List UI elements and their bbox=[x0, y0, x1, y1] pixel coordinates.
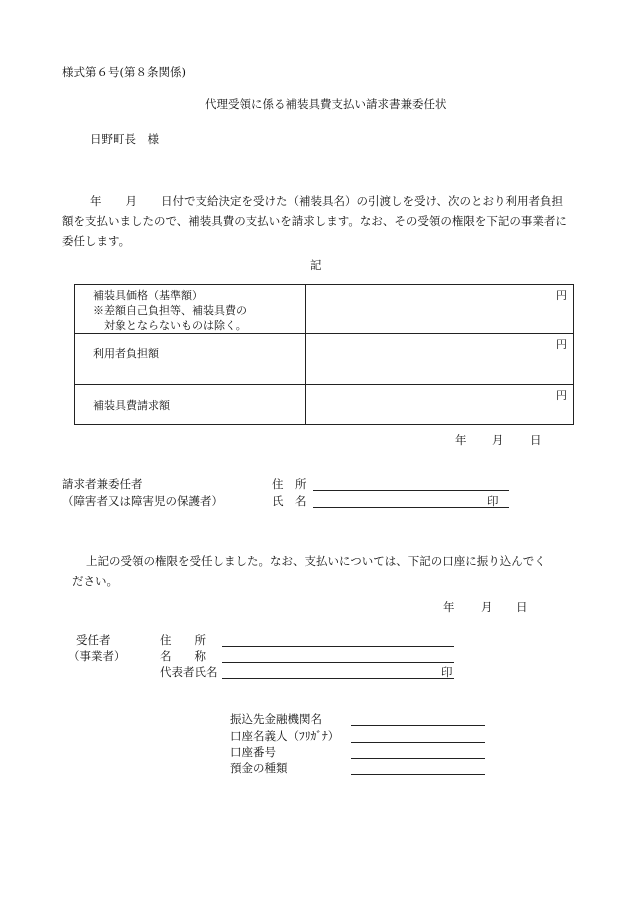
form-number: 様式第６号(第８条関係) bbox=[62, 65, 186, 79]
account-holder-field[interactable] bbox=[351, 728, 485, 743]
table-row bbox=[75, 385, 574, 425]
table-label-line: 利用者負担額 bbox=[93, 347, 159, 360]
intro-month: 月 bbox=[125, 194, 137, 208]
claimant-name-field[interactable] bbox=[313, 493, 509, 508]
bank-field-label: 口座名義人（ﾌﾘｶﾞﾅ） bbox=[230, 729, 340, 743]
bank-name-field[interactable] bbox=[351, 711, 485, 726]
table-label-cell bbox=[75, 385, 306, 425]
claimant-name-label: 氏 名 bbox=[272, 494, 307, 508]
table-row bbox=[75, 285, 574, 334]
table-label-line: 補装具価格（基準額） bbox=[93, 289, 203, 302]
acceptance-text: 上記の受領の権限を受任しました。なお、支払いについては、下記の口座に振り込んでください。 bbox=[72, 554, 546, 588]
table-label-line: ※差額自己負担等、補装具費の bbox=[93, 304, 247, 317]
table-value-cell[interactable] bbox=[306, 385, 574, 425]
agent-address-label: 住 所 bbox=[160, 633, 206, 647]
date-month: 月 bbox=[481, 600, 493, 614]
claimant-seal-mark: 印 bbox=[487, 494, 499, 508]
bank-field-label: 預金の種類 bbox=[230, 761, 288, 775]
agent-rep-label: 代表者氏名 bbox=[160, 665, 218, 679]
claimant-address-label: 住 所 bbox=[272, 477, 307, 491]
agent-name-field[interactable] bbox=[222, 648, 454, 663]
table-label-cell bbox=[75, 334, 306, 385]
agent-sublabel: （事業者） bbox=[68, 649, 126, 663]
agent-name-label: 名 称 bbox=[160, 649, 206, 663]
yen-unit: 円 bbox=[556, 338, 567, 351]
agent-address-field[interactable] bbox=[222, 632, 454, 647]
claimant-sublabel: （障害者又は障害児の保護者） bbox=[62, 494, 223, 508]
date-year: 年 bbox=[455, 433, 467, 447]
yen-unit: 円 bbox=[556, 289, 567, 302]
acceptance-paragraph bbox=[72, 551, 552, 591]
bank-field-label: 口座番号 bbox=[230, 745, 276, 759]
document-title: 代理受領に係る補装具費支払い請求書兼委任状 bbox=[205, 97, 447, 111]
table-label-line: 対象とならないものは除く。 bbox=[93, 319, 247, 332]
claimant-address-field[interactable] bbox=[313, 476, 509, 491]
table-row bbox=[75, 334, 574, 385]
intro-year: 年 bbox=[90, 194, 102, 208]
account-number-field[interactable] bbox=[351, 744, 485, 759]
agent-label: 受任者 bbox=[76, 633, 111, 647]
bank-field-label: 振込先金融機関名 bbox=[230, 712, 322, 726]
yen-unit: 円 bbox=[556, 389, 567, 402]
date-day: 日 bbox=[530, 433, 542, 447]
date-year: 年 bbox=[443, 600, 455, 614]
agent-seal-mark: 印 bbox=[441, 665, 453, 679]
table-label-cell bbox=[75, 285, 306, 334]
agent-rep-field[interactable] bbox=[222, 664, 454, 679]
table-label-line: 補装具費請求額 bbox=[93, 399, 170, 412]
table-value-cell[interactable] bbox=[306, 334, 574, 385]
table-value-cell[interactable] bbox=[306, 285, 574, 334]
date-day: 日 bbox=[516, 600, 528, 614]
claimant-label: 請求者兼委任者 bbox=[62, 477, 143, 491]
amount-table bbox=[74, 284, 574, 425]
ki-heading: 記 bbox=[310, 258, 322, 272]
date-month: 月 bbox=[492, 433, 504, 447]
intro-text: 日付で支給決定を受けた（補装具名）の引渡しを受け、次のとおり利用者負担額を支払いましたので、補装具費の支払いを請求します。なお、その受領の権限を下記の事業者に委任します。 bbox=[62, 194, 567, 248]
intro-paragraph bbox=[62, 191, 572, 251]
deposit-type-field[interactable] bbox=[351, 760, 485, 775]
addressee: 日野町長 様 bbox=[90, 132, 159, 146]
